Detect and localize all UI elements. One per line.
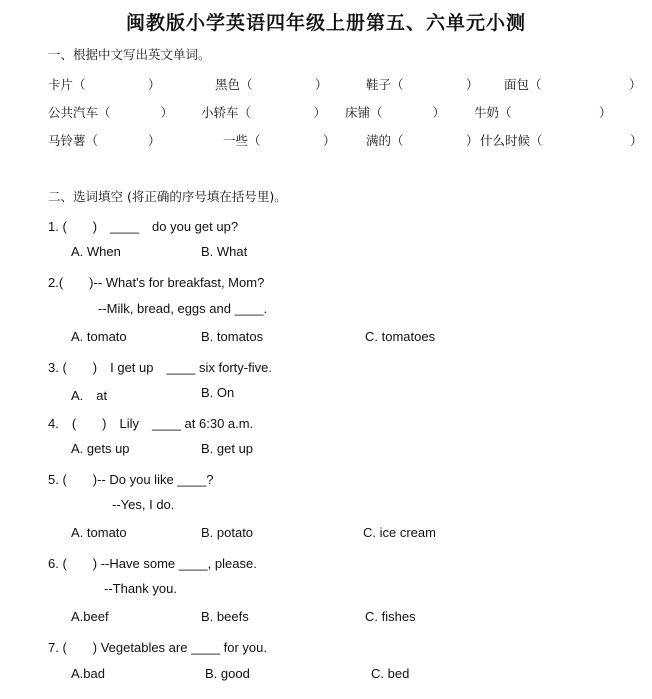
option-7c: C. bed — [371, 666, 410, 681]
vocab-item-shoes: 鞋子（ ） — [366, 77, 479, 92]
vocab-item-bread: 面包（ ） — [504, 77, 642, 92]
option-4b: B. get up — [201, 441, 254, 456]
question-6: 6. ( ) --Have some ____, please. — [48, 556, 257, 571]
option-5a: A. tomato — [71, 525, 127, 540]
vocab-item-bus: 公共汽车（ ） — [48, 105, 174, 120]
option-2b: B. tomatos — [201, 329, 264, 344]
option-1a: A. When — [71, 244, 121, 259]
option-5c: C. ice cream — [363, 525, 436, 540]
question-3: 3. ( ) I get up ____ six forty-five. — [48, 360, 272, 375]
question-4: 4. ( ) Lily ____ at 6:30 a.m. — [48, 416, 254, 431]
option-6b: B. beefs — [201, 609, 249, 624]
section1-heading: 一、根据中文写出英文单词。 — [48, 47, 211, 62]
vocab-item-potato: 马铃薯（ ） — [48, 133, 161, 148]
answer-2: --Milk, bread, eggs and ____. — [98, 301, 268, 316]
option-6a: A.beef — [71, 609, 109, 624]
option-3a: A. at — [71, 388, 108, 403]
vocab-item-milk: 牛奶（ ） — [474, 105, 612, 120]
option-1b: B. What — [201, 244, 248, 259]
option-7a: A.bad — [71, 666, 105, 681]
option-7b: B. good — [205, 666, 250, 681]
vocab-item-black: 黑色（ ） — [215, 77, 328, 92]
option-6c: C. fishes — [365, 609, 416, 624]
option-5b: B. potato — [201, 525, 254, 540]
question-2: 2.( )-- What's for breakfast, Mom? — [48, 275, 265, 290]
option-4a: A. gets up — [71, 441, 130, 456]
question-7: 7. ( ) Vegetables are ____ for you. — [48, 640, 267, 655]
vocab-item-full: 满的（ ） — [366, 133, 479, 148]
option-2c: C. tomatoes — [365, 329, 436, 344]
option-2a: A. tomato — [71, 329, 127, 344]
vocab-item-some: 一些（ ） — [223, 133, 336, 148]
section2-heading: 二、选词填空 (将正确的序号填在括号里)。 — [48, 189, 287, 204]
vocab-item-bed: 床铺（ ） — [345, 105, 446, 120]
question-1: 1. ( ) ____ do you get up? — [48, 219, 239, 234]
vocab-item-when: 什么时候（ ） — [480, 133, 643, 148]
answer-6: --Thank you. — [104, 581, 177, 596]
vocab-item-car: 小轿车（ ） — [201, 105, 327, 120]
question-5: 5. ( )-- Do you like ____? — [48, 472, 214, 487]
page-title: 闽教版小学英语四年级上册第五、六单元小测 — [125, 12, 526, 34]
answer-5: --Yes, I do. — [112, 497, 175, 512]
option-3b: B. On — [201, 385, 235, 400]
vocab-item-card: 卡片（ ） — [48, 77, 161, 92]
